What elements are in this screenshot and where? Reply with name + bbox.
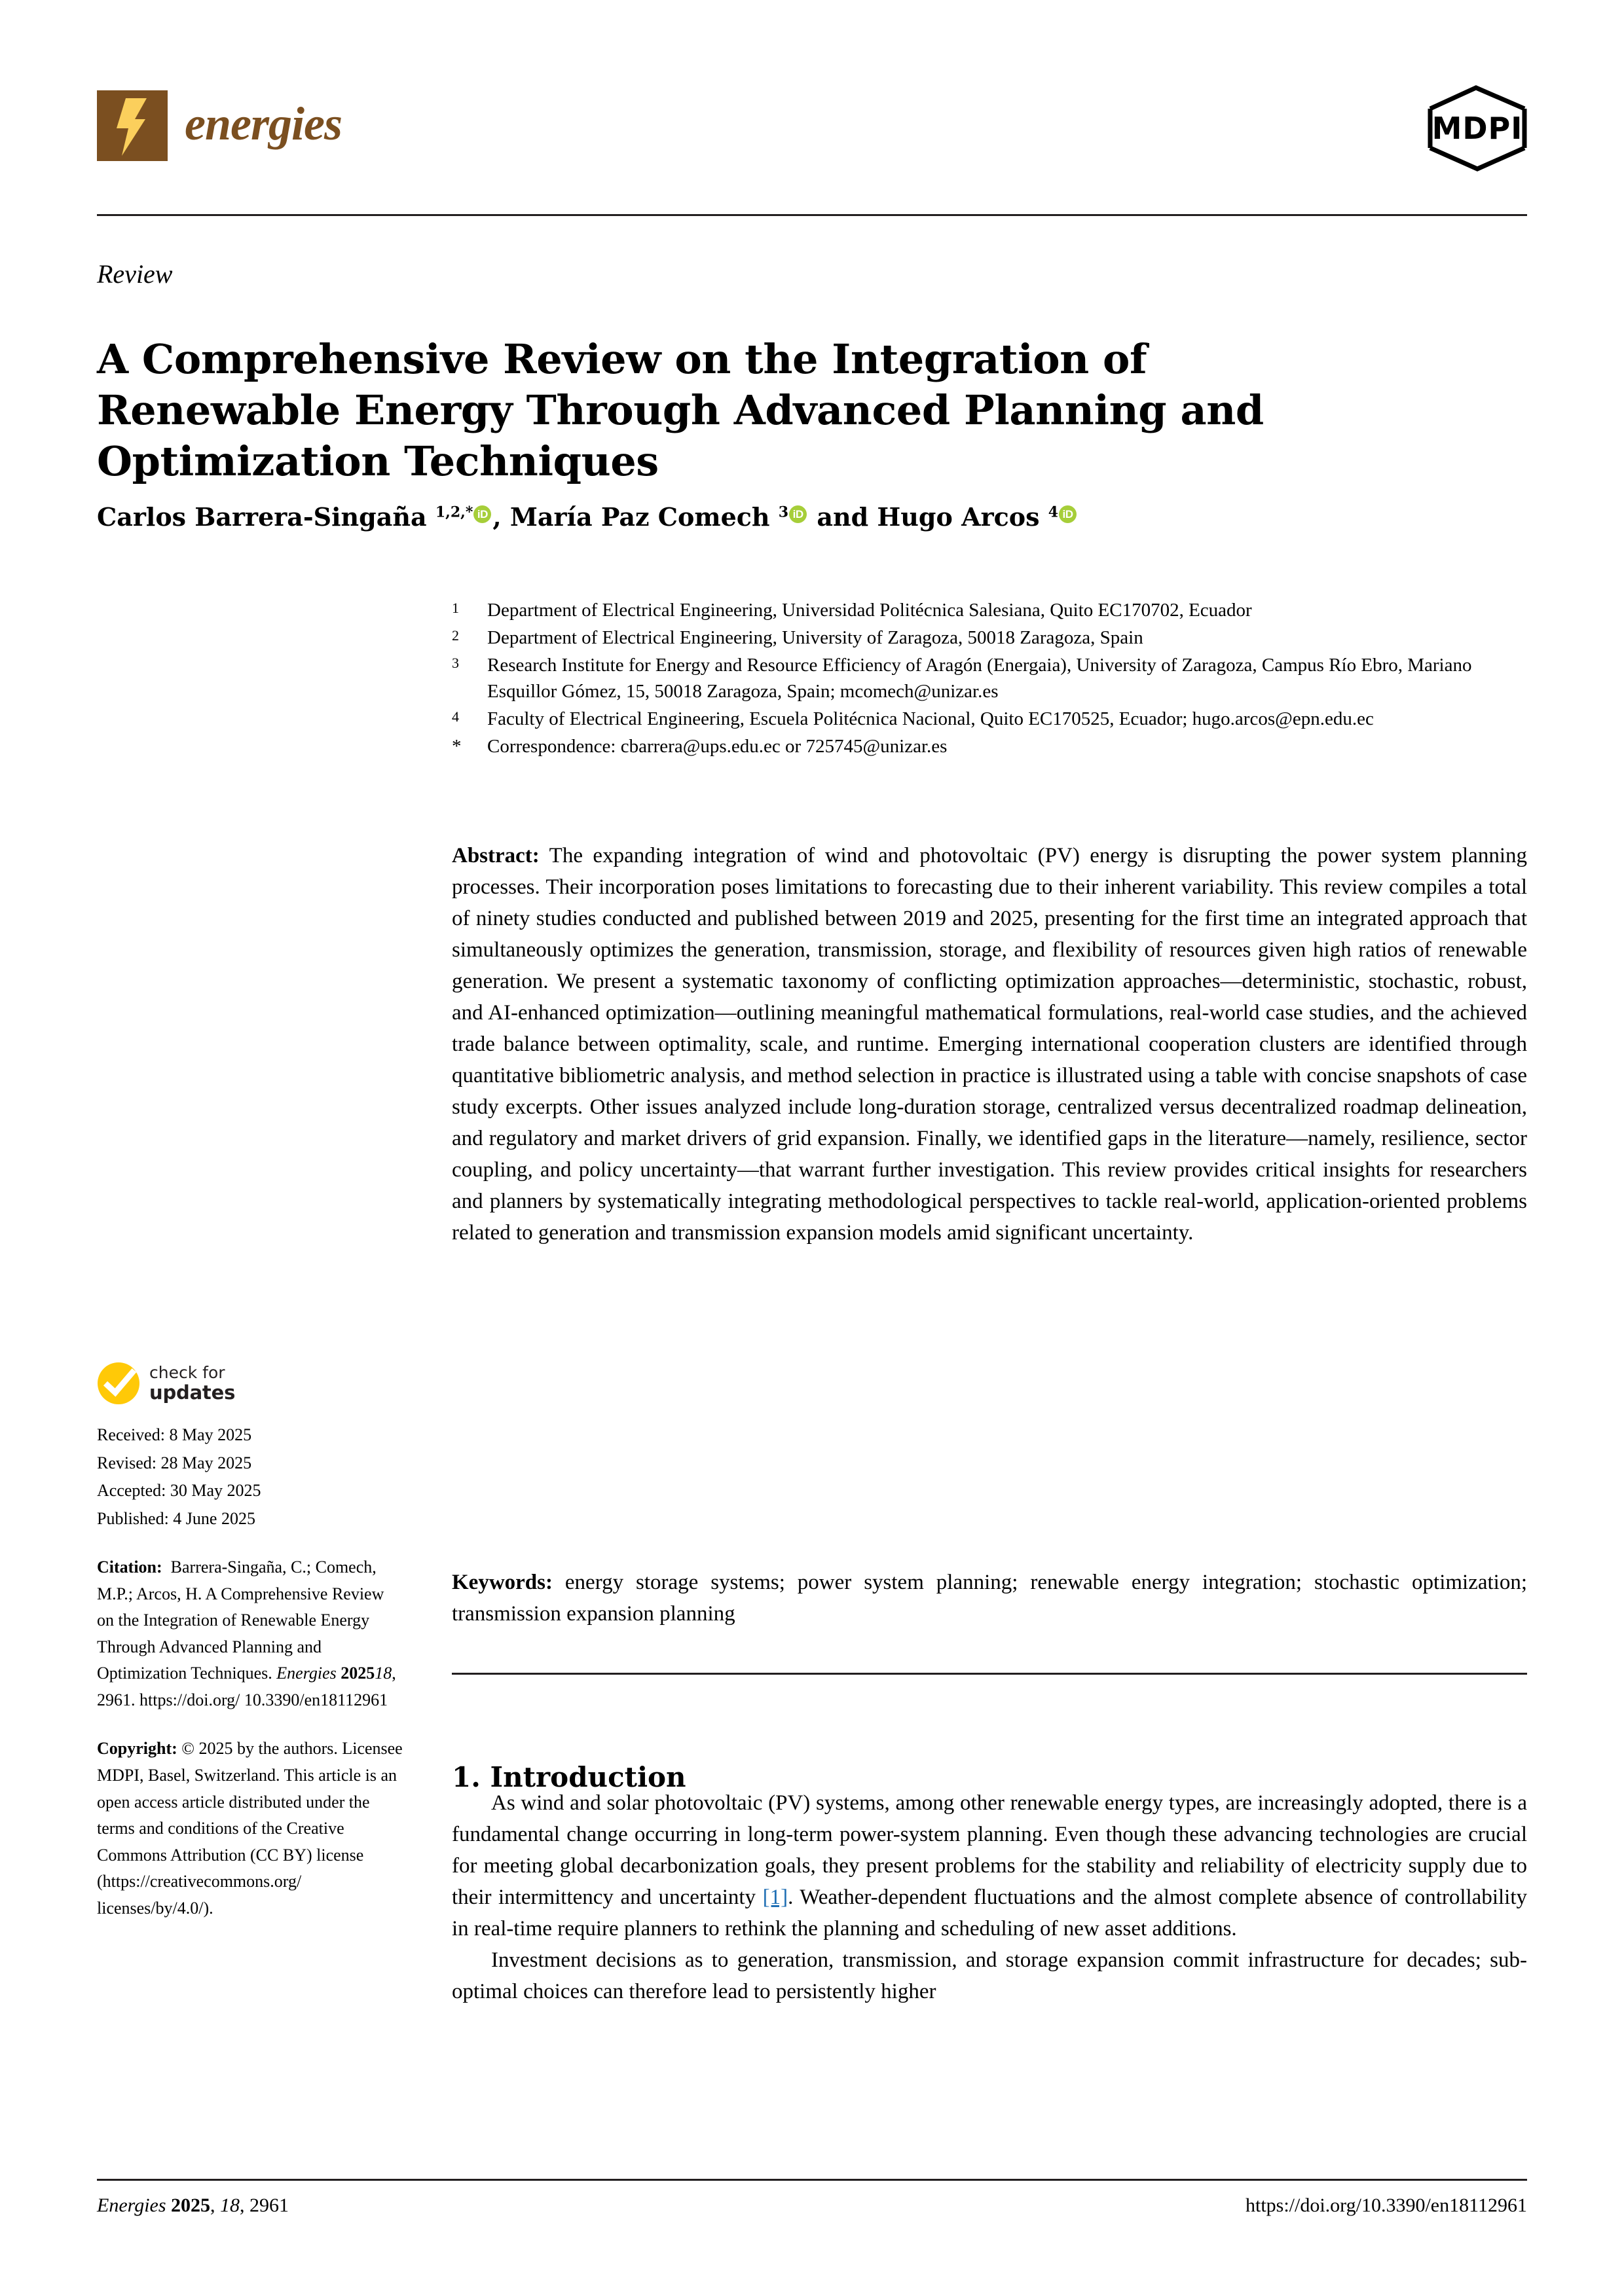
footer-doi[interactable]: https://doi.org/10.3390/en18112961 [1245, 2195, 1527, 2216]
page-footer [97, 2195, 1527, 2217]
affiliation-marker: 3 [452, 655, 459, 672]
article-type-label: Review [97, 259, 173, 289]
affiliation-marker: 1 [452, 600, 459, 616]
publication-dates [97, 1422, 405, 1532]
citation-volume: 18 [375, 1664, 392, 1683]
affiliation-marker: 4 [452, 708, 459, 725]
page-title: A Comprehensive Review on the Integration of Renewable Energy Through Advanced Planning and Optimization Techniques [97, 335, 1264, 485]
citation-doi[interactable]: https://doi.org/ 10.3390/en18112961 [139, 1690, 388, 1709]
journal-name: energies [185, 98, 342, 150]
footer-year: 2025 [171, 2195, 211, 2216]
citation-link-1[interactable]: [1] [762, 1886, 788, 1909]
affiliations-block [452, 597, 1527, 761]
citation-text: Barrera-Singaña, C.; Comech, M.P.; Arcos, H. A Comprehensive Review on the Integration of Renewable Energy Through Advanced Planning and Optimization Techniques. [97, 1558, 384, 1683]
affiliation-row [452, 597, 1527, 623]
check-for-updates-label [149, 1364, 235, 1403]
abstract-text: The expanding integration of wind and photovoltaic (PV) energy is disrupting the power system planning processes. Their incorporation poses limitations to forecasting due to their inherent variability. This review compiles a total of ninety studies conducted and published between 2019 and 2025, presenting for the first time an integrated approach that simultaneously optimizes the generation, transmission, storage, and flexibility of resources given high ratios of renewable generation. We present a systematic taxonomy of conflicting optimization approaches—deterministic, stochastic, robust, and AI-enhanced optimization—outlining meaningful mathematical formulations, real-world case studies, and the achieved trade balance between optimality, scale, and runtime. Emerging international cooperation clusters are identified through quantitative bibliometric analysis, and method selection in practice is illustrated using a table with concise snapshots of case study excerpts. Other issues analyzed include long-duration storage, centralized versus decentralized roadmap delineation, and regulatory and market drivers of grid expansion. Finally, we identified gaps in the literature—namely, resilience, sector coupling, and policy uncertainty—that warrant further investigation. This review provides critical insights for researchers and planners by systematically integrating methodological perspectives to tackle real-world, application-oriented problems related to generation and transmission expansion models amid significant uncertainty. [452, 844, 1527, 1245]
correspondence-row [452, 733, 1527, 759]
abstract-block [452, 840, 1527, 1248]
copyright-block [97, 1736, 405, 1922]
paragraph: Investment decisions as to generation, transmission, and storage expansion commit infrastructure for decades; sub-optimal choices can therefore lead to persistently higher [452, 1948, 1527, 2003]
copyright-label: Copyright: [97, 1739, 177, 1758]
checkmark-icon [97, 1362, 140, 1405]
orcid-icon[interactable]: iD [473, 505, 491, 523]
lightning-bolt-icon [97, 90, 168, 161]
header-divider [97, 214, 1527, 216]
page-header [97, 90, 1527, 169]
citation-journal: Energies [276, 1664, 337, 1683]
check-for-updates-badge[interactable] [97, 1362, 405, 1405]
paragraph-text: As wind and solar photovoltaic (PV) systems, among other renewable energy types, are increasingly adopted, there is a fundamental change occurring in long-term power-system planning. Even though these advancing technologies are crucial for meeting global decarbonization goals, they present problems for the stability and reliability of electricity supply due to their intermittency and uncertainty [452, 1791, 1527, 1909]
paragraph [452, 1787, 1527, 1944]
cfu-line1: check for [149, 1362, 225, 1382]
citation-pages: , 2961. [97, 1664, 396, 1709]
abstract-divider [452, 1673, 1527, 1675]
cfu-line2: updates [149, 1381, 236, 1404]
citation-label: Citation: [97, 1558, 162, 1577]
orcid-icon[interactable]: iD [1059, 505, 1077, 523]
affiliation-text: Research Institute for Energy and Resource Efficiency of Aragón (Energaia), University of Zaragoza, Campus Río Ebro, Mariano Esquillor Gómez, 15, 50018 Zaragoza, Spain; mcomech@unizar.es [487, 655, 1472, 702]
footer-citation: Energies 2025, 18, 2961 [97, 2195, 289, 2216]
affiliation-text: Faculty of Electrical Engineering, Escuela Politécnica Nacional, Quito EC170525, Ecuador; hugo.arcos@epn.edu.ec [487, 708, 1374, 730]
paragraph-text-cont: . Weather-dependent fluctuations and the almost complete absence of controllability in real-time require planners to rethink the planning and scheduling of new asset additions. [452, 1886, 1528, 1941]
date-received: Received: 8 May 2025 [97, 1425, 252, 1444]
sidebar [97, 1362, 405, 1922]
affiliation-marker: 2 [452, 627, 459, 644]
affiliation-row [452, 625, 1527, 651]
footer-volume: 18 [220, 2195, 240, 2216]
keywords-block [452, 1567, 1527, 1630]
date-revised: Revised: 28 May 2025 [97, 1453, 252, 1472]
footer-divider [97, 2179, 1527, 2181]
affiliation-text: Department of Electrical Engineering, Universidad Politécnica Salesiana, Quito EC170702, Ecuador [487, 600, 1252, 621]
keywords-label: Keywords: [452, 1571, 553, 1594]
date-accepted: Accepted: 30 May 2025 [97, 1481, 261, 1501]
copyright-text: © 2025 by the authors. Licensee MDPI, Basel, Switzerland. This article is an open access article distributed under the terms and conditions of the Creative Commons Attribution (CC BY) license (https://creativecommons.org/ licenses/by/4.0/). [97, 1739, 403, 1918]
footer-journal: Energies [97, 2195, 166, 2216]
abstract-label: Abstract: [452, 844, 540, 867]
footer-article-number: 2961 [249, 2195, 289, 2216]
date-published: Published: 4 June 2025 [97, 1508, 255, 1528]
introduction-body [452, 1787, 1527, 2007]
affiliation-row [452, 652, 1527, 704]
svg-text:MDPI: MDPI [1431, 111, 1523, 146]
section-heading-introduction: 1. Introduction [452, 1760, 686, 1793]
keywords-text: energy storage systems; power system planning; renewable energy integration; stochastic optimization; transmission expansion planning [452, 1571, 1527, 1626]
mdpi-logo[interactable] [1428, 85, 1527, 172]
correspondence-marker: * [452, 736, 462, 757]
orcid-icon[interactable]: iD [789, 505, 807, 523]
citation-block [97, 1554, 405, 1713]
author-list: Carlos Barrera-Singaña $^{1,2,*}$ iD , María Paz Comech $^3$ iD and Hugo Arcos $^4$ iD [97, 501, 1527, 533]
citation-year: 2025 [341, 1664, 375, 1683]
journal-logo[interactable] [97, 90, 342, 161]
affiliation-row [452, 706, 1527, 732]
affiliation-text: Department of Electrical Engineering, University of Zaragoza, 50018 Zaragoza, Spain [487, 627, 1143, 649]
correspondence-text: Correspondence: cbarrera@ups.edu.ec or 725745@unizar.es [487, 736, 948, 757]
